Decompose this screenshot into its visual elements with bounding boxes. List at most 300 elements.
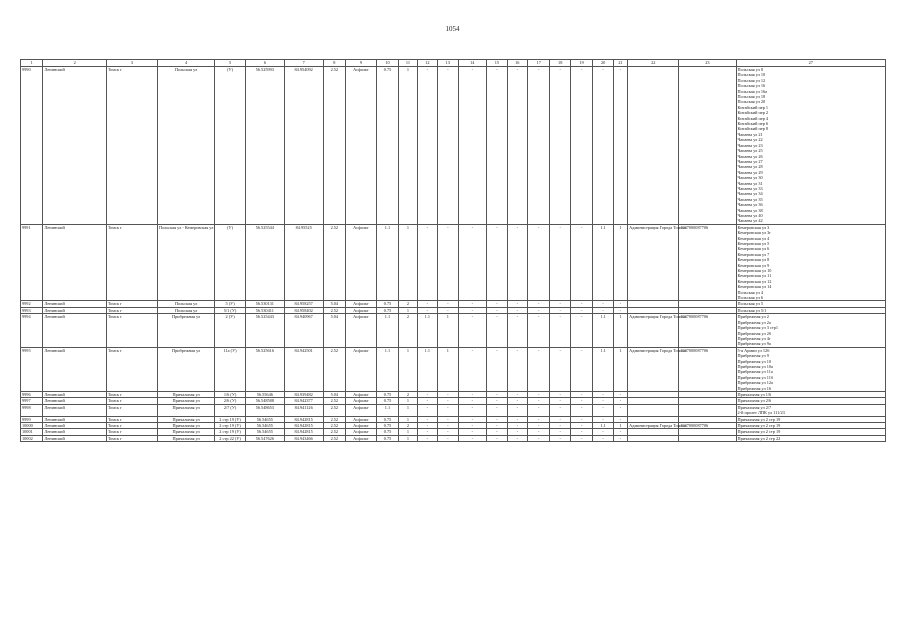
cell-c12: - (417, 307, 437, 313)
source-address: Кемеровская ул 3г (737, 230, 772, 236)
cell-street: Польская ул (157, 67, 214, 225)
cell-org (628, 435, 679, 441)
cell-c21: 1 (613, 224, 627, 301)
cell-c20: - (593, 435, 613, 441)
cell-c20: - (593, 429, 613, 435)
source-address: Прибрежная ул 16 (737, 385, 772, 391)
cell-city: Томск г (106, 416, 157, 422)
cell-surface: Асфальт (346, 347, 377, 391)
cell-id: 9991 (21, 224, 43, 301)
cell-surface: Асфальт (346, 429, 377, 435)
column-header: 12 (417, 60, 437, 67)
cell-c11: 2 (399, 391, 417, 397)
cell-c8: 2.52 (323, 224, 345, 301)
source-address: Прибрежная ул 9а (737, 341, 771, 347)
cell-c13: - (438, 404, 458, 416)
column-header: 1 (21, 60, 43, 67)
cell-street: Причальная ул (157, 391, 214, 397)
cell-c11: 1 (399, 416, 417, 422)
cell-c21: - (613, 398, 627, 404)
cell-c19: - (570, 301, 592, 307)
source-address: Польская ул 6 (737, 295, 764, 301)
cell-lon: 84.954092 (284, 67, 323, 225)
cell-city: Томск г (106, 314, 157, 347)
cell-ogrn: 1037000087706 (679, 224, 736, 301)
cell-addr: 2 стр 19 (У) (215, 423, 246, 429)
cell-c16: - (507, 307, 527, 313)
cell-c11: 1 (399, 398, 417, 404)
cell-c11: 1 (399, 67, 417, 225)
cell-addr: 5/1 (У) (215, 307, 246, 313)
column-header: 9 (346, 60, 377, 67)
cell-c21: - (613, 307, 627, 313)
cell-c17: - (528, 404, 550, 416)
cell-lat: 56.525993 (245, 67, 284, 225)
cell-c10: 0.75 (376, 423, 398, 429)
cell-lat: 56.525616 (245, 347, 284, 391)
cell-c20: 1.1 (593, 314, 613, 347)
cell-id: 9997 (21, 398, 43, 404)
cell-lon: 84.943466 (284, 435, 323, 441)
cell-c8: 2.52 (323, 435, 345, 441)
cell-c21: 1 (613, 347, 627, 391)
cell-c18: - (550, 301, 570, 307)
cell-c19: - (570, 307, 592, 313)
cell-c20: - (593, 416, 613, 422)
cell-org: Администрация Города Томска (628, 347, 679, 391)
cell-c15: - (487, 224, 507, 301)
source-address: Польская ул 4 (737, 289, 764, 295)
cell-district: Ленинский (43, 423, 106, 429)
source-address: Чапаева ул 34 (737, 191, 763, 197)
column-header: 23 (679, 60, 736, 67)
cell-c13: - (438, 398, 458, 404)
cell-id: 9990 (21, 67, 43, 225)
source-address: Причальная ул 2 стр 22 (737, 435, 781, 441)
cell-addr: 2 стр 19 (У) (215, 416, 246, 422)
cell-c19: - (570, 423, 592, 429)
cell-sources (736, 314, 885, 347)
table-row (21, 67, 886, 225)
table-row (21, 314, 886, 347)
cell-c8: 2.52 (323, 67, 345, 225)
cell-c10: 1.1 (376, 224, 398, 301)
source-address: Китайский пер 4 (737, 115, 769, 121)
cell-c13: - (438, 224, 458, 301)
cell-district: Ленинский (43, 435, 106, 441)
cell-c12: 1.1 (417, 314, 437, 347)
cell-c10: 0.75 (376, 67, 398, 225)
cell-surface: Асфальт (346, 404, 377, 416)
cell-c10: 0.75 (376, 301, 398, 307)
cell-street: Польская ул (157, 307, 214, 313)
source-address: Прибрежная ул 11а (737, 369, 773, 375)
source-address: Прибрежная ул 4г (737, 335, 771, 341)
cell-addr: 11а (У) (215, 347, 246, 391)
source-address: Прибрежная ул 3 стр1 (737, 325, 779, 331)
waste-site-registry-table (20, 59, 886, 442)
cell-c19: - (570, 429, 592, 435)
cell-c16: - (507, 398, 527, 404)
source-address: Польская ул 20 (737, 99, 766, 105)
column-header: 21 (613, 60, 627, 67)
cell-c21: 1 (613, 423, 627, 429)
source-address: Кемеровская ул 9 (737, 262, 770, 268)
source-address: Польская ул 10 (737, 72, 766, 78)
cell-c14: - (458, 429, 487, 435)
cell-lon: 84.940967 (284, 314, 323, 347)
cell-c13: - (438, 301, 458, 307)
cell-sources (736, 224, 885, 301)
cell-addr: (У) (215, 224, 246, 301)
cell-c17: - (528, 224, 550, 301)
cell-lat: 56.530131 (245, 301, 284, 307)
cell-c14: - (458, 347, 487, 391)
cell-ogrn: 1037000087706 (679, 314, 736, 347)
cell-c20: - (593, 307, 613, 313)
cell-c19: - (570, 416, 592, 422)
column-header: 19 (570, 60, 592, 67)
table-row (21, 347, 886, 391)
cell-c8: 5.04 (323, 391, 345, 397)
cell-c18: - (550, 224, 570, 301)
cell-c11: 2 (399, 314, 417, 347)
cell-c14: - (458, 435, 487, 441)
cell-id: 9993 (21, 307, 43, 313)
cell-lat: 56.525544 (245, 224, 284, 301)
cell-c18: - (550, 307, 570, 313)
cell-city: Томск г (106, 67, 157, 225)
source-address: Чапаева ул 30 (737, 175, 763, 181)
cell-org (628, 404, 679, 416)
column-header: 11 (399, 60, 417, 67)
cell-c19: - (570, 391, 592, 397)
cell-c16: - (507, 67, 527, 225)
source-address: Китайский пер 6 (737, 121, 769, 127)
cell-c21: - (613, 404, 627, 416)
cell-c17: - (528, 429, 550, 435)
source-address: Причальная ул 2 стр 19 (737, 423, 781, 428)
cell-district: Ленинский (43, 67, 106, 225)
source-address: Кемеровская ул 12 (737, 278, 772, 284)
source-address: Кемеровская ул 8 (737, 257, 770, 263)
cell-addr: 2 стр 22 (У) (215, 435, 246, 441)
cell-org (628, 67, 679, 225)
column-header: 2 (43, 60, 106, 67)
cell-surface: Асфальт (346, 301, 377, 307)
column-header: 14 (458, 60, 487, 67)
cell-c20: - (593, 391, 613, 397)
cell-c8: 5.04 (323, 314, 345, 347)
cell-c15: - (487, 429, 507, 435)
cell-c21: 1 (613, 314, 627, 347)
cell-c19: - (570, 435, 592, 441)
cell-c16: - (507, 224, 527, 301)
cell-c8: 2.52 (323, 404, 345, 416)
cell-lon: 84.942377 (284, 398, 323, 404)
cell-street: Причальная ул (157, 404, 214, 416)
cell-c17: - (528, 301, 550, 307)
cell-org: Администрация Города Томска (628, 314, 679, 347)
source-address: Прибрежная ул 10 (737, 358, 772, 364)
cell-c15: - (487, 416, 507, 422)
cell-addr: 2/7 (У) (215, 404, 246, 416)
cell-c20: 1.1 (593, 224, 613, 301)
cell-c17: - (528, 423, 550, 429)
cell-c21: - (613, 301, 627, 307)
column-header: 15 (487, 60, 507, 67)
cell-addr: 2 стр 19 (У) (215, 429, 246, 435)
cell-c11: 2 (399, 423, 417, 429)
cell-c17: - (528, 391, 550, 397)
cell-c10: 0.75 (376, 398, 398, 404)
cell-c18: - (550, 416, 570, 422)
source-address: Чапаева ул 33 (737, 185, 763, 191)
cell-c14: - (458, 67, 487, 225)
cell-c19: - (570, 67, 592, 225)
cell-addr: 2/6 (У) (215, 398, 246, 404)
source-address: Прибрежная ул 12а (737, 380, 773, 386)
cell-district: Ленинский (43, 404, 106, 416)
source-address: Китайский пер 8 (737, 126, 769, 132)
cell-lat: 56.530411 (245, 307, 284, 313)
column-header: 10 (376, 60, 398, 67)
cell-c11: 1 (399, 224, 417, 301)
cell-c17: - (528, 347, 550, 391)
source-address: Польская ул 5/1 (737, 307, 767, 313)
cell-c13: 1 (438, 314, 458, 347)
cell-c14: - (458, 224, 487, 301)
cell-c14: - (458, 416, 487, 422)
cell-c20: 1.1 (593, 347, 613, 391)
column-header: 18 (550, 60, 570, 67)
source-address: Китайский пер 2 (737, 110, 769, 116)
cell-district: Ленинский (43, 416, 106, 422)
cell-surface: Асфальт (346, 416, 377, 422)
cell-c13: - (438, 391, 458, 397)
cell-lon: 84.958402 (284, 307, 323, 313)
cell-id: 10002 (21, 435, 43, 441)
source-address: Прибрежная ул 2б (737, 330, 772, 336)
cell-id: 9994 (21, 314, 43, 347)
cell-c13: - (438, 416, 458, 422)
cell-sources (736, 347, 885, 391)
cell-street: Польская ул - Кемеровская ул (157, 224, 214, 301)
cell-c15: - (487, 398, 507, 404)
cell-city: Томск г (106, 398, 157, 404)
table-row (21, 435, 886, 441)
cell-c17: - (528, 307, 550, 313)
cell-lon: 84.942815 (284, 423, 323, 429)
cell-c21: - (613, 435, 627, 441)
cell-lat: 56.54655 (245, 423, 284, 429)
cell-district: Ленинский (43, 314, 106, 347)
cell-c11: 1 (399, 429, 417, 435)
column-header: 8 (323, 60, 345, 67)
source-address: Чапаева ул 26 (737, 153, 763, 159)
cell-c12: - (417, 224, 437, 301)
cell-c18: - (550, 67, 570, 225)
cell-c18: - (550, 347, 570, 391)
source-address: Причальная ул 2 стр 19 (737, 429, 781, 435)
cell-c15: - (487, 404, 507, 416)
cell-sources (736, 435, 885, 441)
cell-ogrn (679, 404, 736, 416)
source-address: Польская ул 8 (737, 67, 764, 72)
cell-org: Администрация Города Томска (628, 224, 679, 301)
cell-c8: 2.52 (323, 347, 345, 391)
source-address: Польская ул 16 (737, 83, 766, 89)
cell-c18: - (550, 429, 570, 435)
source-address: Прибрежная ул 9 (737, 353, 769, 359)
cell-lat: 56.54655 (245, 416, 284, 422)
cell-lon: 84.942501 (284, 347, 323, 391)
cell-c15: - (487, 67, 507, 225)
cell-c13: - (438, 429, 458, 435)
cell-lat: 56.55646 (245, 391, 284, 397)
cell-c18: - (550, 423, 570, 429)
source-address: Причальная ул 1/6 (737, 391, 772, 397)
cell-c8: 2.52 (323, 423, 345, 429)
cell-c21: - (613, 67, 627, 225)
cell-district: Ленинский (43, 429, 106, 435)
cell-district: Ленинский (43, 347, 106, 391)
cell-c12: - (417, 416, 437, 422)
cell-c10: 0.75 (376, 435, 398, 441)
source-address: Чапаева ул 38 (737, 207, 763, 213)
cell-c19: - (570, 404, 592, 416)
cell-street: Причальная ул (157, 398, 214, 404)
cell-lat: 56.54655 (245, 429, 284, 435)
cell-c8: 5.04 (323, 301, 345, 307)
source-address: Чапаева ул 35 (737, 196, 763, 202)
cell-c13: - (438, 423, 458, 429)
cell-lon: 84.941126 (284, 404, 323, 416)
cell-c17: - (528, 67, 550, 225)
cell-c16: - (507, 429, 527, 435)
cell-c21: - (613, 429, 627, 435)
cell-sources (736, 67, 885, 225)
source-address: Кемеровская ул 11 (737, 273, 772, 279)
cell-c12: 1.1 (417, 347, 437, 391)
cell-city: Томск г (106, 391, 157, 397)
cell-c20: - (593, 404, 613, 416)
cell-c12: - (417, 67, 437, 225)
source-address: Причальная ул 2 стр 19 (737, 416, 781, 422)
cell-c8: 2.52 (323, 398, 345, 404)
cell-c20: - (593, 398, 613, 404)
cell-c14: - (458, 314, 487, 347)
cell-lon: 84.958257 (284, 301, 323, 307)
cell-c11: 1 (399, 435, 417, 441)
cell-c12: - (417, 301, 437, 307)
cell-surface: Асфальт (346, 67, 377, 225)
page-number: 1054 (445, 25, 460, 33)
cell-c16: - (507, 423, 527, 429)
cell-c13: - (438, 67, 458, 225)
cell-c10: 0.75 (376, 307, 398, 313)
source-address: Польская ул 12 (737, 77, 766, 83)
source-address: Чапаева ул 36 (737, 202, 763, 208)
source-address: Кемеровская ул 14 (737, 284, 772, 290)
source-address: Польская ул 16а (737, 88, 768, 94)
cell-street: Причальная ул (157, 435, 214, 441)
source-address: Чапаева ул 23 (737, 142, 763, 148)
cell-city: Томск г (106, 423, 157, 429)
cell-id: 10000 (21, 423, 43, 429)
cell-c12: - (417, 435, 437, 441)
cell-district: Ленинский (43, 307, 106, 313)
source-address: Чапаева ул 42 (737, 218, 763, 224)
cell-c15: - (487, 314, 507, 347)
cell-c12: - (417, 423, 437, 429)
source-address: Чапаева ул 40 (737, 212, 763, 218)
cell-c20: - (593, 67, 613, 225)
cell-c15: - (487, 391, 507, 397)
cell-c12: - (417, 429, 437, 435)
source-address: Причальная ул 2/7 (737, 404, 772, 410)
cell-c16: - (507, 391, 527, 397)
cell-c16: - (507, 314, 527, 347)
cell-c17: - (528, 435, 550, 441)
cell-district: Ленинский (43, 301, 106, 307)
source-address: Чапаева ул 22 (737, 137, 763, 143)
source-address: Чапаева ул 27 (737, 158, 763, 164)
cell-surface: Асфальт (346, 435, 377, 441)
cell-c15: - (487, 435, 507, 441)
cell-c19: - (570, 224, 592, 301)
cell-c12: - (417, 404, 437, 416)
column-header: 27 (736, 60, 885, 67)
cell-c17: - (528, 398, 550, 404)
column-header: 13 (438, 60, 458, 67)
cell-id: 9996 (21, 391, 43, 397)
cell-surface: Асфальт (346, 307, 377, 313)
cell-c20: - (593, 301, 613, 307)
cell-c14: - (458, 423, 487, 429)
cell-c10: 1.1 (376, 314, 398, 347)
cell-ogrn: 1037000087706 (679, 423, 736, 429)
cell-addr: 5 (У) (215, 301, 246, 307)
cell-c10: 0.75 (376, 429, 398, 435)
cell-surface: Асфальт (346, 224, 377, 301)
cell-c11: 1 (399, 404, 417, 416)
source-address: Чапаева ул 29 (737, 169, 763, 175)
cell-lat: 56.547626 (245, 435, 284, 441)
cell-c12: - (417, 398, 437, 404)
cell-lon: 84.95525 (284, 224, 323, 301)
cell-id: 9995 (21, 347, 43, 391)
cell-c12: - (417, 391, 437, 397)
cell-c20: 1.1 (593, 423, 613, 429)
cell-city: Томск г (106, 404, 157, 416)
cell-surface: Асфальт (346, 314, 377, 347)
cell-c19: - (570, 347, 592, 391)
cell-c16: - (507, 416, 527, 422)
cell-lon: 84.939482 (284, 391, 323, 397)
source-address: Причальная ул 2/6 (737, 398, 772, 404)
cell-addr: 1/6 (У) (215, 391, 246, 397)
cell-c13: - (438, 307, 458, 313)
cell-ogrn: 1037000087706 (679, 347, 736, 391)
cell-c15: - (487, 347, 507, 391)
cell-ogrn (679, 435, 736, 441)
column-header: 7 (284, 60, 323, 67)
cell-city: Томск г (106, 301, 157, 307)
cell-addr: (У) (215, 67, 246, 225)
cell-c15: - (487, 307, 507, 313)
cell-district: Ленинский (43, 224, 106, 301)
